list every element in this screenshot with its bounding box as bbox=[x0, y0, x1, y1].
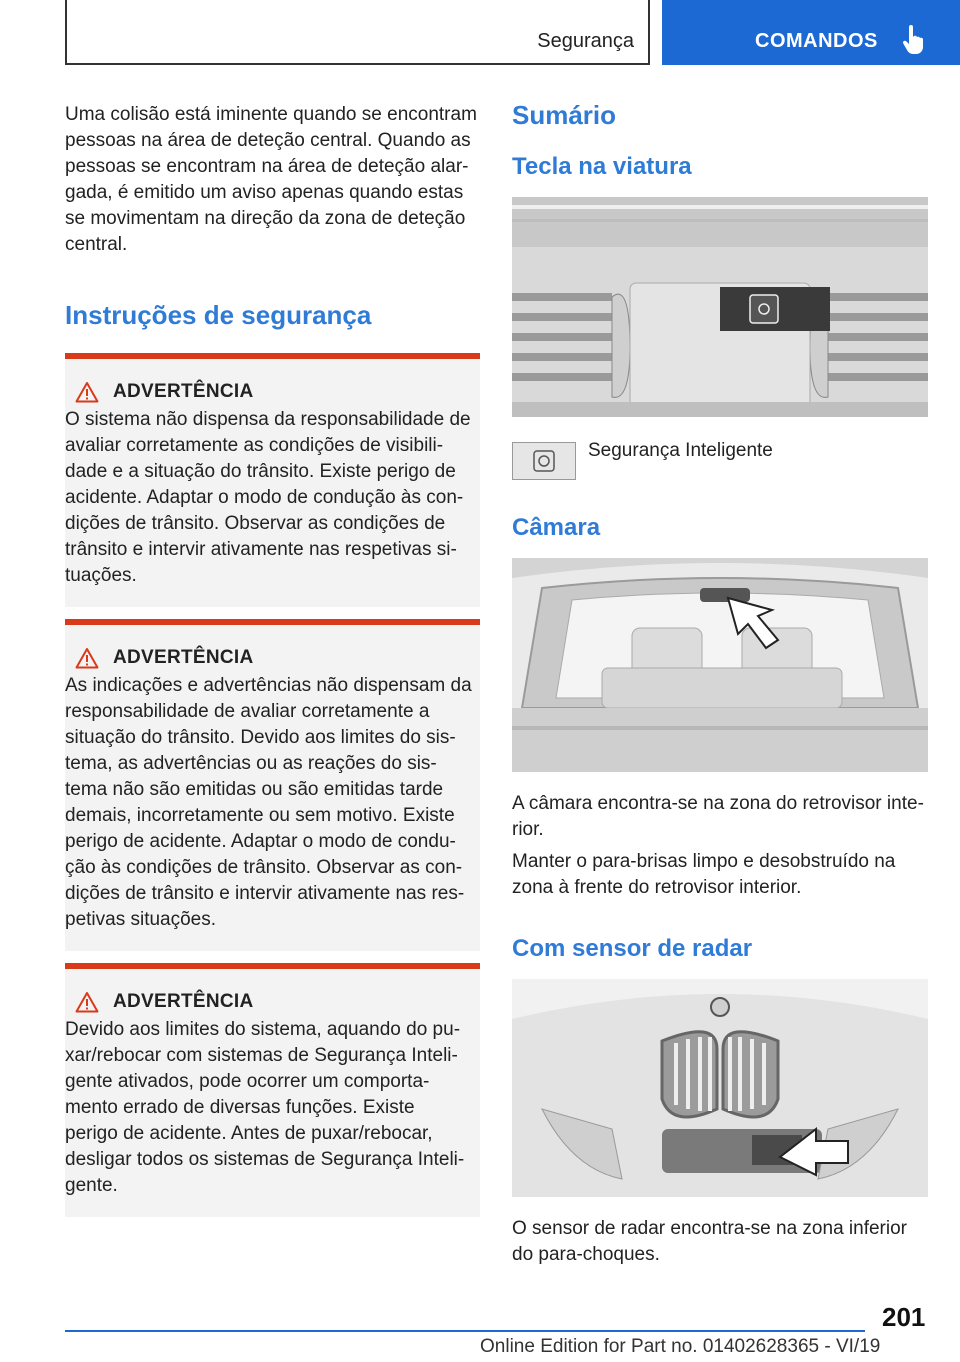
radar-text: O sensor de radar encontra-se na zona inferior do para-choques. bbox=[512, 1218, 907, 1265]
warning-triangle-icon bbox=[75, 647, 99, 669]
warning-triangle-icon bbox=[75, 991, 99, 1013]
button-caption-row bbox=[512, 442, 932, 480]
warning-text: As indicações e advertências não dispensam da responsabilidade de avaliar corretamente a situação do trânsito. Devido aos limites do sistema, as advertências ou as reações do sistema não são emitidas ou são emitidas tarde demais, incorretamente ou sem motivo. Existe perigo de acidente. Adaptar o modo de condução às condições de trânsito. Observar as condições de trânsito e intervir ativamente nas respetivas situações. bbox=[65, 675, 472, 930]
warning-title: ADVERTÊNCIA bbox=[113, 381, 254, 402]
header-chapter-tab bbox=[662, 0, 960, 65]
warning-text: Devido aos limites do sistema, aquando do puxar/rebocar com sistemas de Segurança Inteligente ativados, pode ocorrer um comportamento errado de diversas funções. Existe perigo de acidente. Antes de puxar/rebocar, desligar todos os sistemas de Segurança Inteligente. bbox=[65, 1019, 465, 1196]
footer-divider bbox=[65, 1330, 865, 1332]
warning-triangle-icon bbox=[75, 381, 99, 403]
warning-title: ADVERTÊNCIA bbox=[113, 647, 254, 668]
camera-text-2: Manter o para-brisas limpo e desobstruído na zona à frente do retrovisor interior. bbox=[512, 851, 896, 898]
warning-text: O sistema não dispensa da responsabilidade de avaliar corretamente as condições de visibilidade e a situação do trânsito. Existe perigo de acidente. Adaptar o modo de condução às condições de trânsito. Observar as condições de trânsito e intervir ativamente nas respetivas situações. bbox=[65, 409, 471, 586]
warning-box bbox=[65, 963, 480, 1217]
pointing-hand-icon bbox=[902, 25, 928, 55]
page-number: 201 bbox=[882, 1302, 926, 1332]
right-column bbox=[512, 100, 932, 1268]
summary-heading: Sumário bbox=[512, 100, 617, 130]
header-chapter-label: COMANDOS bbox=[755, 30, 878, 52]
button-heading: Tecla na viatura bbox=[512, 153, 692, 180]
camera-heading: Câmara bbox=[512, 514, 601, 541]
dashboard-button-image bbox=[512, 197, 928, 417]
safety-heading: Instruções de segurança bbox=[65, 300, 372, 330]
header-section-box bbox=[65, 0, 650, 65]
intro-paragraph: Uma colisão está iminente quando se encontram pessoas na área de deteção central. Quando as pessoas se encontram na área de deteção alargada, é emitido um aviso apenas quando estas se movimentam na direção da zona de deteção central. bbox=[65, 104, 477, 255]
left-column bbox=[65, 102, 483, 1217]
warning-title: ADVERTÊNCIA bbox=[113, 991, 254, 1012]
header-section-title: Segurança bbox=[537, 30, 634, 52]
button-caption: Segurança Inteligente bbox=[588, 440, 773, 461]
camera-text-1: A câmara encontra-se na zona do retrovisor interior. bbox=[512, 793, 924, 840]
camera-location-image bbox=[512, 558, 928, 772]
warning-box bbox=[65, 619, 480, 951]
radar-location-image bbox=[512, 979, 928, 1197]
footer-edition: Online Edition for Part no. 01402628365 - VI/19 bbox=[480, 1336, 881, 1357]
intelligent-safety-button-icon bbox=[512, 442, 576, 480]
warning-box bbox=[65, 353, 480, 607]
radar-heading: Com sensor de radar bbox=[512, 935, 753, 962]
